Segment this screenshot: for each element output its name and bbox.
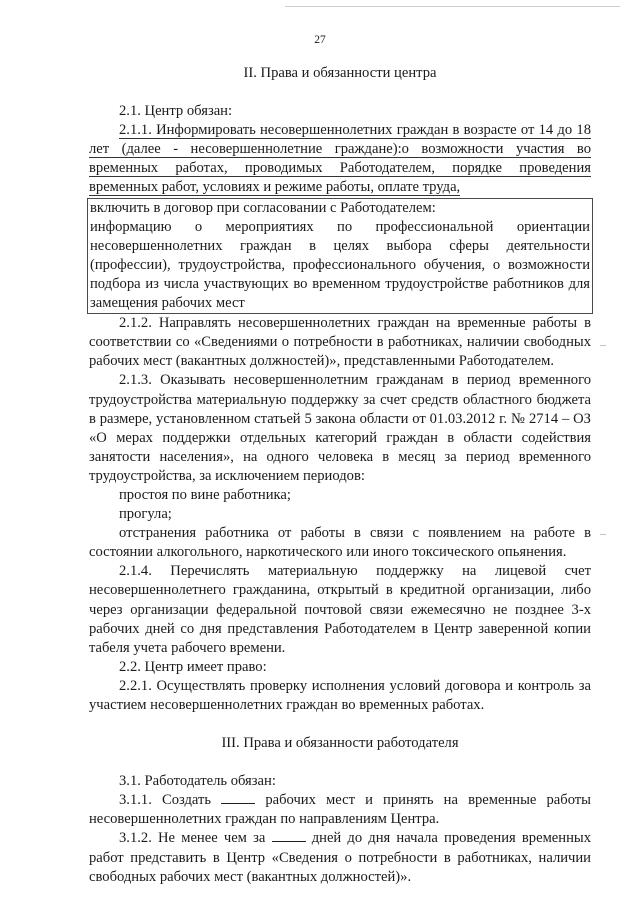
exception-item-1: простоя по вине работника; [119, 486, 291, 503]
paragraph-2-1-3: 2.1.3. Оказывать несовершеннолетним гражданам в период временного трудоустройства материальную поддержку за счет средств областного бюджета в размере, установленном статьей 5 закона области от 01.03.2012 г. № 2714 – ОЗ «О мерах поддержки отдельных категорий граждан в области содействия занятости населения», на одного человека в месяц за период временного трудоустройства, за исключением периодов: [89, 372, 591, 484]
section-2-title: II. Права и обязанности центра [243, 65, 437, 81]
paragraph-2-2: 2.2. Центр имеет право: [119, 658, 267, 675]
blank-field-days [272, 829, 306, 842]
page-number: 27 [314, 34, 326, 46]
paragraph-2-1: 2.1. Центр обязан: [119, 103, 233, 120]
paragraph-3-1-2-start: 3.1.2. Не менее чем за [119, 830, 266, 847]
exception-item-3: отстранения работника от работы в связи с появлением на работе в состоянии алкогольного, наркотического или иного токсического опьянения. [89, 525, 591, 561]
margin-dash-mark: – [600, 526, 606, 540]
paragraph-3-1-1 [89, 791, 591, 829]
paragraph-2-1-1 [89, 121, 591, 197]
paragraph-2-1-2: 2.1.2. Направлять несовершеннолетних граждан на временные работы в соответствии со «Сведениями о потребности в работниках, наличии свободных рабочих мест (вакантных должностей)», представленными Работодателем. [89, 315, 591, 370]
document-body [89, 64, 591, 887]
blank-field-workplaces [221, 791, 255, 804]
paragraph-2-1-1-text: 2.1.1. Информировать несовершеннолетних граждан в возрасте от 14 до 18 лет (далее - несовершеннолетние граждане):о возможности участия во временных работах, проводимых Работодателем, порядке проведения временных работ, условиях и режиме работы, оплате труда, [89, 122, 591, 196]
inserted-clause-box [87, 198, 593, 315]
inserted-clause-heading: включить в договор при согласовании с Работодателем: [90, 199, 436, 216]
exception-item-2: прогула; [119, 506, 172, 523]
inserted-clause-text: информацию о мероприятиях по профессиональной ориентации несовершеннолетних граждан в целях выбора сферы деятельности (профессии), трудоустройства, профессионального обучения, о возможности подбора из числа участвующих во временном трудоустройстве работников для замещения рабочих мест [90, 218, 590, 312]
paragraph-3-1-1-start: 3.1.1. Создать [119, 792, 212, 809]
top-edge-line [285, 6, 620, 7]
paragraph-2-2-1: 2.2.1. Осуществлять проверку исполнения условий договора и контроль за участием несовершеннолетних граждан во временных работах. [89, 677, 591, 713]
paragraph-2-1-4: 2.1.4. Перечислять материальную поддержку на лицевой счет несовершеннолетнего гражданина, открытый в кредитной организации, либо через организации федеральной почтовой связи ежемесячно не позднее 3-х рабочих дней со дня представления Работодателем в Центр заверенной копии табеля учета рабочего времени. [89, 563, 591, 656]
paragraph-3-1-2-end: дней до дня начала проведения временных работ представить в Центр «Сведения о потребности в работниках, наличии свободных рабочих мест (вакантных должностей)». [89, 830, 592, 885]
paragraph-3-1-1-end: рабочих мест и принять на временные работы несовершеннолетних граждан по направлениям Центра. [89, 792, 591, 828]
paragraph-3-1: 3.1. Работодатель обязан: [119, 773, 276, 790]
paragraph-3-1-2 [89, 829, 591, 886]
margin-dash-mark: – [600, 337, 606, 351]
section-3-title: III. Права и обязанности работодателя [221, 735, 459, 752]
